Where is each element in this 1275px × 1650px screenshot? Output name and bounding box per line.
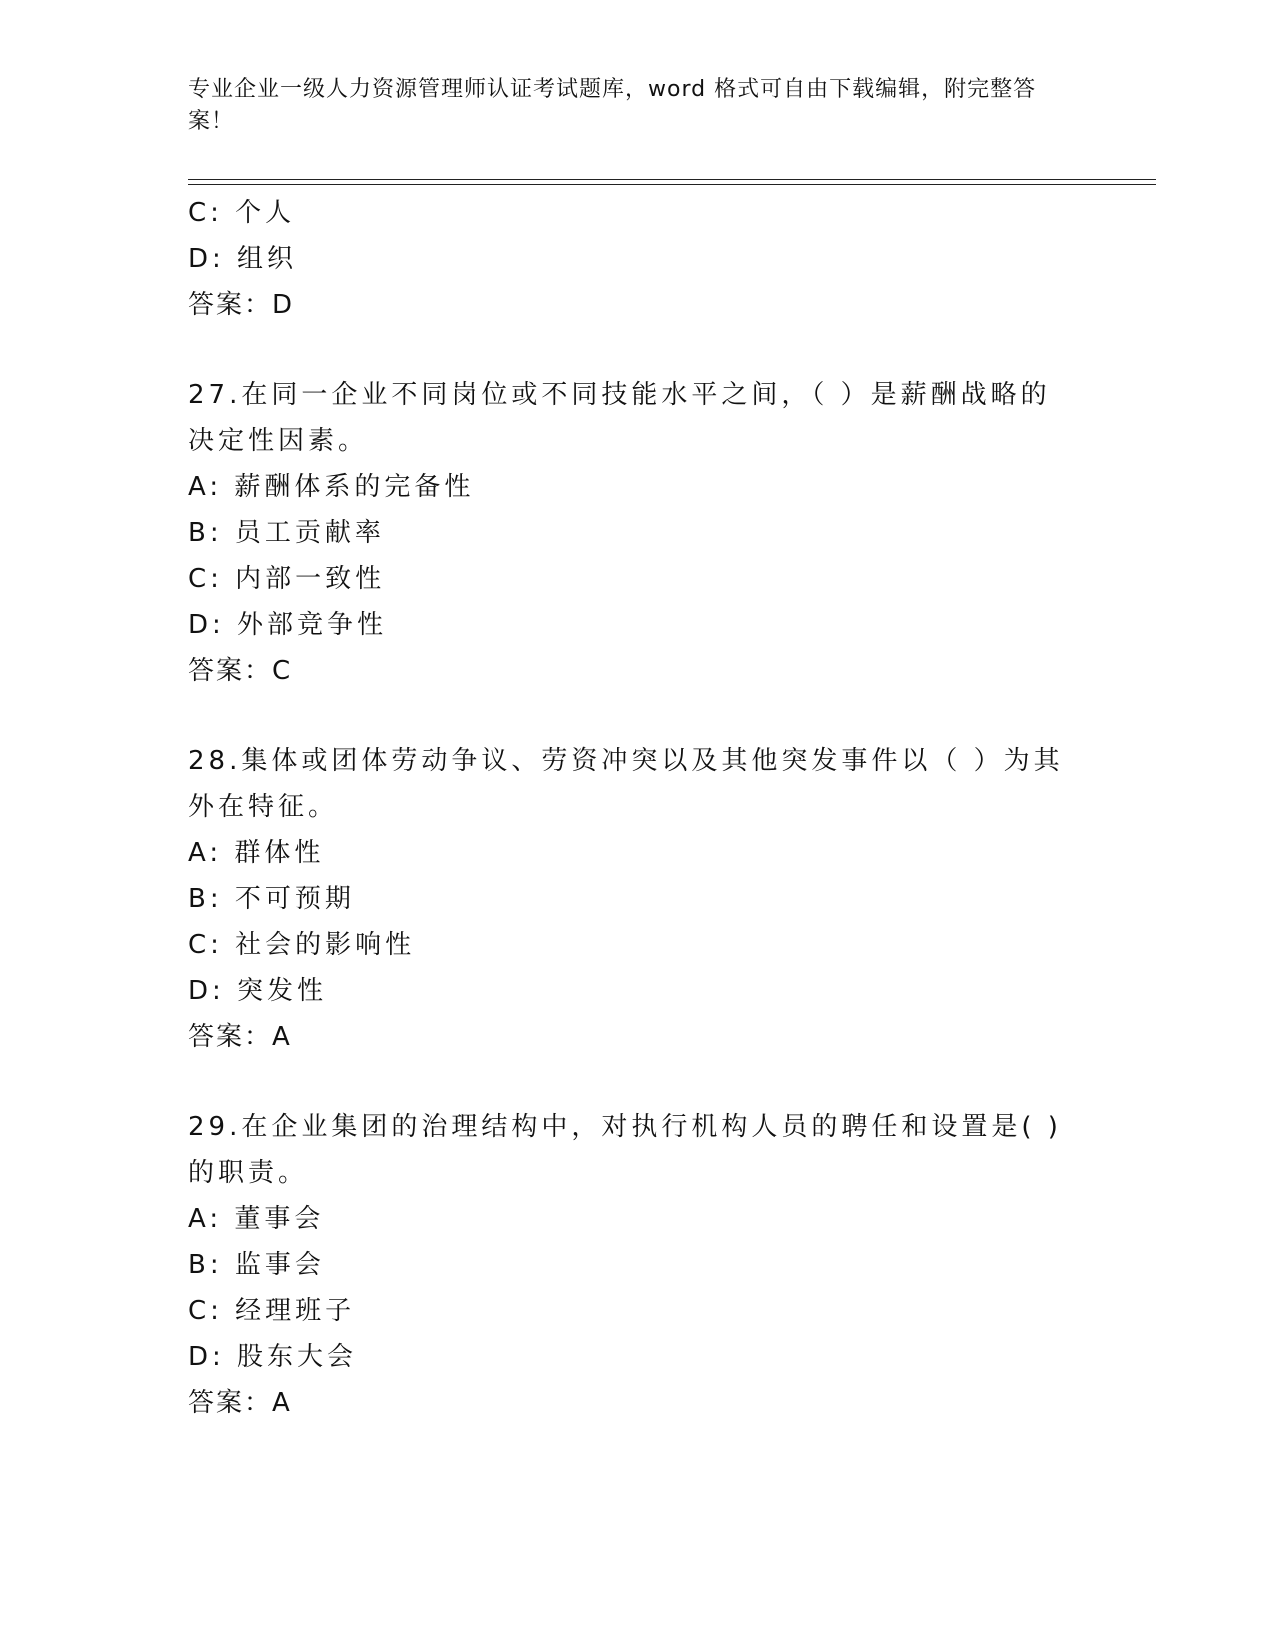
question-29 <box>188 1104 1068 1426</box>
option-a: A: 薪酬体系的完备性 <box>188 472 475 502</box>
option-d: D: 突发性 <box>188 976 328 1006</box>
header-rule-bottom <box>188 184 1156 185</box>
option-a: A: 群体性 <box>188 838 325 868</box>
page-header: 专业企业一级人力资源管理师认证考试题库，word 格式可自由下载编辑，附完整答案！ <box>188 77 1037 134</box>
option-d: D: 股东大会 <box>188 1342 358 1372</box>
answer: 答案：A <box>188 1022 292 1052</box>
option-c: C: 个人 <box>188 198 296 228</box>
question-list <box>188 190 1068 1426</box>
option-c: C: 经理班子 <box>188 1296 356 1326</box>
option-d: D: 外部竞争性 <box>188 610 388 640</box>
option-a: A: 董事会 <box>188 1204 325 1234</box>
option-b: B: 监事会 <box>188 1250 325 1280</box>
question-text: 29.在企业集团的治理结构中，对执行机构人员的聘任和设置是( )的职责。 <box>188 1112 1062 1188</box>
option-d: D: 组织 <box>188 244 298 274</box>
option-b: B: 员工贡献率 <box>188 518 385 548</box>
option-b: B: 不可预期 <box>188 884 355 914</box>
answer: 答案：A <box>188 1388 292 1418</box>
partial-question <box>188 190 1068 328</box>
option-c: C: 内部一致性 <box>188 564 386 594</box>
header-rule-top <box>188 179 1156 180</box>
question-27 <box>188 372 1068 694</box>
option-c: C: 社会的影响性 <box>188 930 416 960</box>
answer: 答案：C <box>188 656 293 686</box>
question-28 <box>188 738 1068 1060</box>
question-text: 28.集体或团体劳动争议、劳资冲突以及其他突发事件以（ ）为其外在特征。 <box>188 746 1064 822</box>
question-text: 27.在同一企业不同岗位或不同技能水平之间，（ ）是薪酬战略的决定性因素。 <box>188 380 1051 456</box>
answer: 答案：D <box>188 290 295 320</box>
